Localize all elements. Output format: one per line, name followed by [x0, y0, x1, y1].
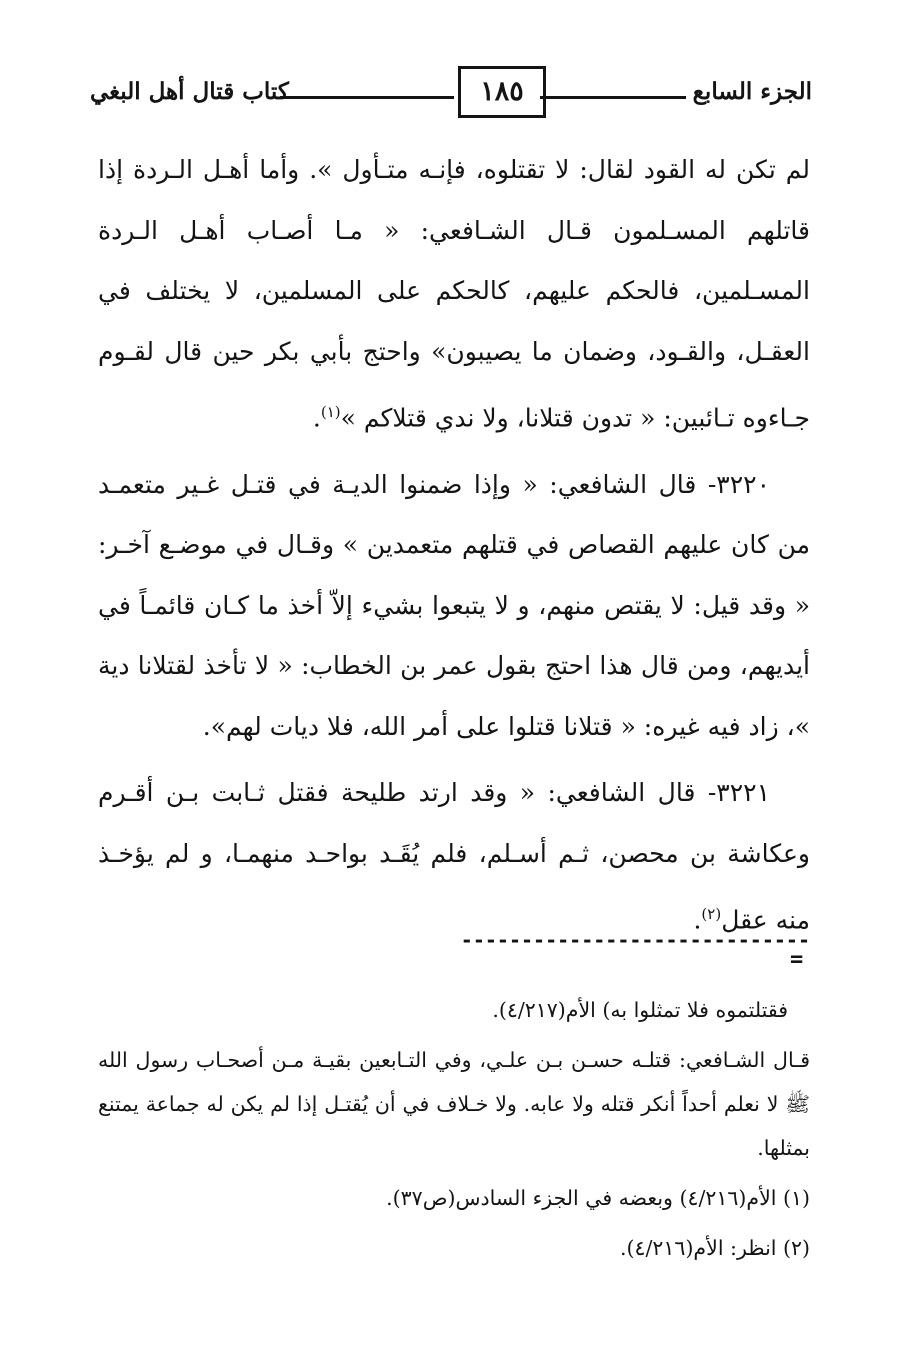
paragraph-1-text: لم تكن له القود لقال: لا تقتلوه، فإنـه متـأول ». وأما أهـل الـردة إذا قاتلهم المسـلمون قـال الشـافعي: « مـا أصـاب أهـل الـردة المسـلمين، فالحكم عليهم، كالحكم على المسلمين، لا يختلف في العقـل، والقـود، وضمان ما يصيبون» واحتج بأبي بكر حين قال لقـوم جـاءوه تـائبين: « تدون قتلانا، ولا ندي قتلاكم »: [98, 155, 810, 433]
footnotes: [98, 988, 810, 1270]
footnote-ref-2: (٢): [701, 905, 722, 924]
paragraph-3221-text: ٣٢٢١- قال الشافعي: « وقد ارتد طليحة فقتل ثـابت بـن أقـرم وعكاشة بن محصن، ثـم أسـلم، فلم يُقَـد بواحـد منهمـا، و لم يؤخـذ منه عقل: [98, 778, 810, 935]
paragraph-3221-end: .: [693, 905, 702, 935]
main-text: [98, 140, 810, 951]
book-title: كتاب قتال أهل البغي: [90, 78, 289, 105]
footnote-ref-1: (١): [320, 403, 341, 421]
paragraph-3221: [98, 763, 810, 951]
footnote-2: (٢) انظر: الأم(٤/٢١٦).: [619, 1236, 810, 1260]
header-rule-right: [540, 96, 686, 99]
footnote-continuation-2: قـال الشـافعي: قتلـه حسـن بـن علـي، وفي التـابعين بقيـة مـن أصحـاب رسول الله ﷺ لا نعلم أحداً أنكر قتله ولا عابه. ولا خـلاف في أن يُقتـل إذا لم يكن له جماعة يمتنع بمثلها.: [98, 1048, 811, 1160]
paragraph-3220-text: ٣٢٢٠- قال الشافعي: « وإذا ضمنوا الديـة في قتـل غـير متعمـد من كان عليهم القصاص في قتلهم متعمدين » وقـال في موضـع آخـر: « وقد قيل: لا يقتص منهم، و لا يتبعوا بشيء إلاّ أخذ ما كـان قائمـاً في أيديهم، ومن قال هذا احتج بقول عمر بن الخطاب: « لا تأخذ لقتلانا دية »، زاد فيه غيره: « قتلانا قتلوا على أمر الله، فلا ديات لهم».: [98, 469, 810, 741]
paragraph-3220: [98, 455, 810, 758]
footnote-continuation-1: فقتلتموه فلا تمثلوا به) الأم(٤/٢١٧).: [492, 998, 788, 1022]
footnote-1: (١) الأم(٤/٢١٦) وبعضه في الجزء السادس(ص٣٧).: [386, 1186, 810, 1210]
header-rule-left: [280, 96, 454, 99]
page-header: [90, 68, 812, 128]
page-number: ١٨٥: [458, 66, 546, 118]
footnote-separator: -----------------------------: [460, 928, 810, 952]
paragraph-1-end: .: [312, 403, 321, 433]
volume-label: الجزء السابع: [692, 78, 812, 105]
separator-mark: =: [790, 947, 804, 972]
paragraph-1: [98, 140, 810, 449]
